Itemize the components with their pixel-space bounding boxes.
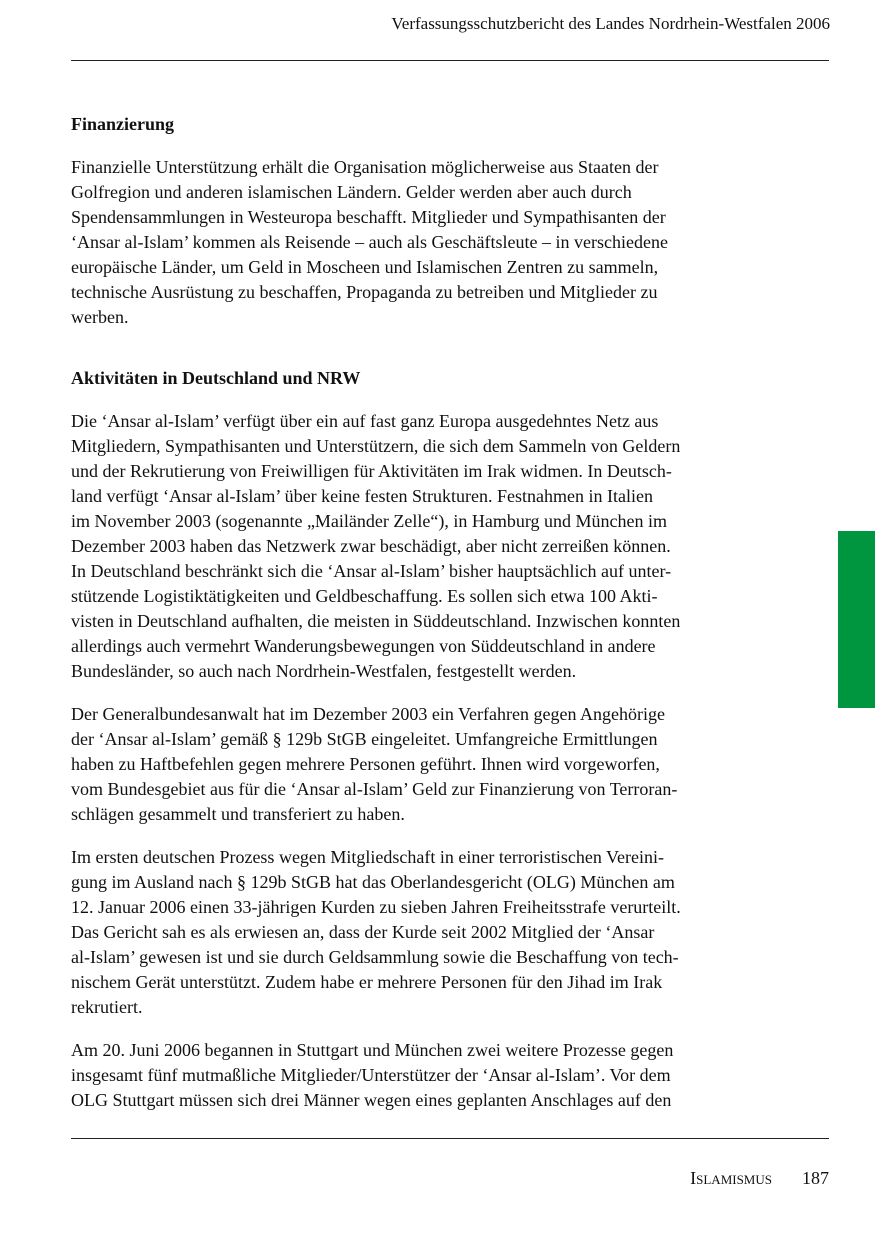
text-line: und der Rekrutierung von Freiwilligen für Aktivitäten im Irak widmen. In Deutsch-: [71, 461, 672, 481]
text-line: europäische Länder, um Geld in Moscheen und Islamischen Zentren zu sammeln,: [71, 257, 659, 277]
footer-section-name: Islamismus: [690, 1168, 772, 1188]
text-line: allerdings auch vermehrt Wanderungsbewegungen von Süddeutschland in andere: [71, 636, 656, 656]
paragraph: [71, 409, 791, 684]
text-line: al-Islam’ gewesen ist und sie durch Geldsammlung sowie die Beschaffung von tech-: [71, 947, 679, 967]
text-line: 12. Januar 2006 einen 33-jährigen Kurden zu sieben Jahren Freiheitsstrafe verurteilt.: [71, 897, 681, 917]
text-line: OLG Stuttgart müssen sich drei Männer wegen eines geplanten Anschlages auf den: [71, 1090, 672, 1110]
text-line: im November 2003 (sogenannte „Mailänder Zelle“), in Hamburg und München im: [71, 511, 668, 531]
text-line: In Deutschland beschränkt sich die ‘Ansar al-Islam’ bisher hauptsächlich auf unter-: [71, 561, 672, 581]
heading-aktivitaeten: Aktivitäten in Deutschland und NRW: [71, 368, 361, 388]
text-line: Am 20. Juni 2006 begannen in Stuttgart und München zwei weitere Prozesse gegen: [71, 1040, 674, 1060]
text-line: Spendensammlungen in Westeuropa beschafft. Mitglieder und Sympathisanten der: [71, 207, 666, 227]
text-line: Im ersten deutschen Prozess wegen Mitgliedschaft in einer terroristischen Vereini-: [71, 847, 664, 867]
heading-finanzierung: Finanzierung: [71, 114, 175, 134]
text-line: vom Bundesgebiet aus für die ‘Ansar al-Islam’ Geld zur Finanzierung von Terroran-: [71, 779, 678, 799]
text-line: gung im Ausland nach § 129b StGB hat das Oberlandesgericht (OLG) München am: [71, 872, 675, 892]
paragraph: [71, 155, 791, 330]
page-footer: [690, 1166, 829, 1191]
text-line: nischem Gerät unterstützt. Zudem habe er mehrere Personen für den Jihad im Irak: [71, 972, 663, 992]
text-line: Die ‘Ansar al-Islam’ verfügt über ein auf fast ganz Europa ausgedehntes Netz aus: [71, 411, 659, 431]
footer-rule: [71, 1138, 829, 1139]
text-line: technische Ausrüstung zu beschaffen, Propaganda zu betreiben und Mitglieder zu: [71, 282, 658, 302]
text-line: Der Generalbundesanwalt hat im Dezember 2003 ein Verfahren gegen Angehörige: [71, 704, 665, 724]
header-rule: [71, 60, 829, 61]
text-line: Golfregion und anderen islamischen Ländern. Gelder werden aber auch durch: [71, 182, 632, 202]
paragraph: [71, 1038, 791, 1113]
page-number: 187: [802, 1168, 829, 1188]
text-line: der ‘Ansar al-Islam’ gemäß § 129b StGB eingeleitet. Umfangreiche Ermittlungen: [71, 729, 658, 749]
text-line: Bundesländer, so auch nach Nordrhein-Westfalen, festgestellt werden.: [71, 661, 577, 681]
chapter-side-tab: [838, 531, 875, 708]
text-line: visten in Deutschland aufhalten, die meisten in Süddeutschland. Inzwischen konnten: [71, 611, 681, 631]
text-line: stützende Logistiktätigkeiten und Geldbeschaffung. Es sollen sich etwa 100 Akti-: [71, 586, 658, 606]
text-line: schlägen gesammelt und transferiert zu haben.: [71, 804, 405, 824]
text-line: rekrutiert.: [71, 997, 143, 1017]
paragraph: [71, 702, 791, 827]
paragraph: [71, 845, 791, 1020]
text-line: Finanzielle Unterstützung erhält die Organisation möglicherweise aus Staaten der: [71, 157, 659, 177]
text-line: werben.: [71, 307, 129, 327]
running-header: Verfassungsschutzbericht des Landes Nordrhein-Westfalen 2006: [391, 14, 830, 33]
text-line: Das Gericht sah es als erwiesen an, dass der Kurde seit 2002 Mitglied der ‘Ansar: [71, 922, 655, 942]
text-line: Mitgliedern, Sympathisanten und Unterstützern, die sich dem Sammeln von Geldern: [71, 436, 681, 456]
text-line: Dezember 2003 haben das Netzwerk zwar beschädigt, aber nicht zerreißen können.: [71, 536, 671, 556]
text-line: land verfügt ‘Ansar al-Islam’ über keine festen Strukturen. Festnahmen in Italien: [71, 486, 653, 506]
text-line: insgesamt fünf mutmaßliche Mitglieder/Unterstützer der ‘Ansar al-Islam’. Vor dem: [71, 1065, 671, 1085]
page-content: [71, 112, 791, 1113]
text-line: haben zu Haftbefehlen gegen mehrere Personen geführt. Ihnen wird vorgeworfen,: [71, 754, 660, 774]
text-line: ‘Ansar al-Islam’ kommen als Reisende – auch als Geschäftsleute – in verschiedene: [71, 232, 668, 252]
